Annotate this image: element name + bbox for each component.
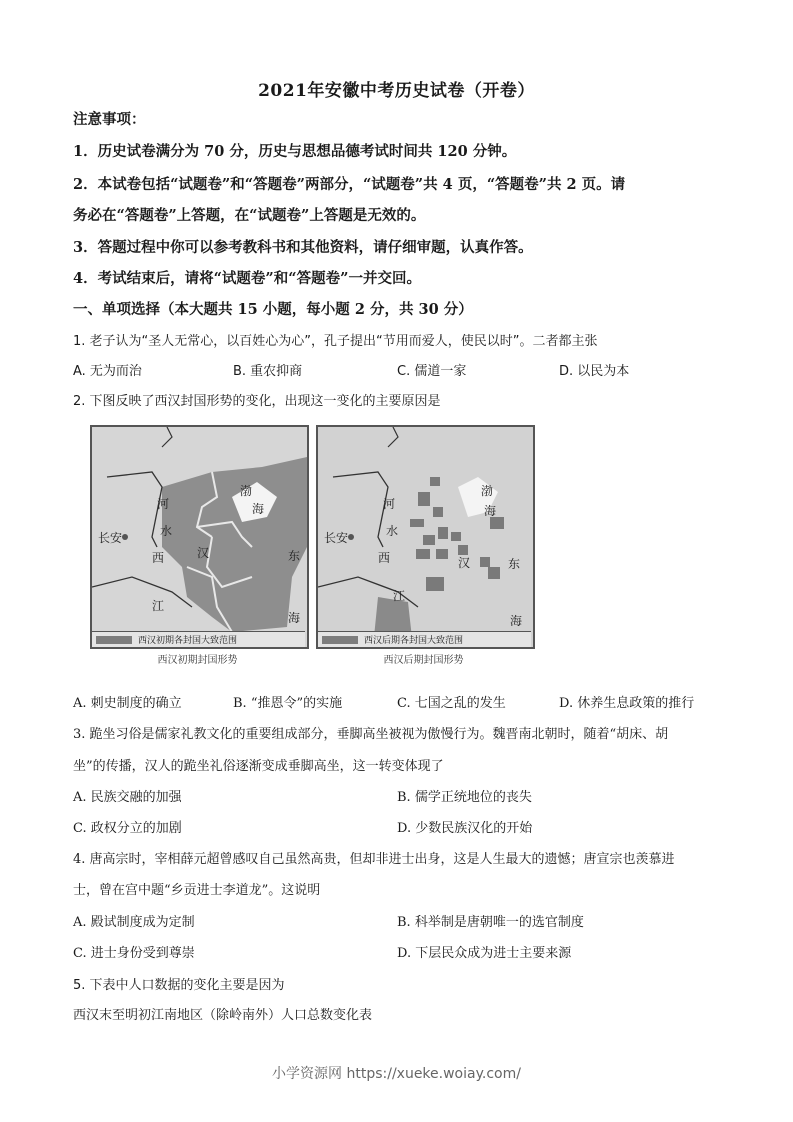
label-dong: 东 <box>508 557 521 571</box>
label-changan: 长安 <box>98 531 123 545</box>
q3-option-b[interactable]: B. 儒学正统地位的丧失 <box>397 790 532 805</box>
q1-option-b[interactable]: B. 重农抑商 <box>233 364 303 379</box>
label-he: 河 <box>157 497 170 511</box>
question-5-stem: 5. 下表中人口数据的变化主要是因为 <box>73 978 285 993</box>
notice-3: 3．答题过程中你可以参考教科书和其他资料，请仔细审题，认真作答。 <box>73 239 533 256</box>
notice-2: 2．本试卷包括“试题卷”和“答题卷”两部分，“试题卷”共 4 页，“答题卷”共 2 页。请 <box>73 176 626 193</box>
label-dong: 东 <box>288 549 301 563</box>
map-early-han <box>90 425 309 649</box>
page-title: 2021年安徽中考历史试卷（开卷） <box>258 81 535 101</box>
notice-heading: 注意事项： <box>73 111 146 128</box>
q4-option-a[interactable]: A. 殿试制度成为定制 <box>73 915 195 930</box>
question-4-stem-cont: 士，曾在宫中题“乡贡进士李道龙”。这说明 <box>73 883 321 898</box>
q1-option-a[interactable]: A. 无为而治 <box>73 364 142 379</box>
q2-option-c[interactable]: C. 七国之乱的发生 <box>397 696 506 711</box>
legend-text: 西汉后期各封国大致范围 <box>364 636 464 646</box>
han-fiefdom-maps <box>78 425 540 675</box>
label-xi: 西 <box>378 551 391 565</box>
q1-option-d[interactable]: D. 以民为本 <box>559 364 630 379</box>
q1-option-c[interactable]: C. 儒道一家 <box>397 364 467 379</box>
map-late-han <box>316 425 535 649</box>
label-bo: 渤 <box>481 484 494 498</box>
footer-watermark: 小学资源网 https://xueke.woiay.com/ <box>272 1066 521 1082</box>
question-4-stem: 4. 唐高宗时，宰相薛元超曾感叹自己虽然高贵，但却非进士出身，这是人生最大的遗憾；唐宣宗也羡慕进 <box>73 852 675 867</box>
label-han: 汉 <box>197 546 210 560</box>
label-han: 汉 <box>458 556 471 570</box>
q2-option-b[interactable]: B. “推恩令”的实施 <box>233 696 343 711</box>
label-hai: 海 <box>252 502 265 516</box>
map-legend-late <box>318 631 531 647</box>
label-shui: 水 <box>386 524 399 538</box>
map-caption-early: 西汉初期封国形势 <box>157 655 238 666</box>
q4-option-d[interactable]: D. 下层民众成为进士主要来源 <box>397 946 572 961</box>
label-changan: 长安 <box>324 531 349 545</box>
label-hai2: 海 <box>288 611 301 625</box>
q3-option-c[interactable]: C. 政权分立的加剧 <box>73 821 182 836</box>
section-heading: 一、单项选择（本大题共 15 小题，每小题 2 分，共 30 分） <box>73 301 473 318</box>
question-1-stem: 1. 老子认为“圣人无常心，以百姓心为心”，孔子提出“节用而爱人，使民以时”。二者都主张 <box>73 334 598 349</box>
label-hai2: 海 <box>510 614 523 628</box>
label-xi: 西 <box>152 551 165 565</box>
legend-swatch <box>96 636 132 644</box>
q2-option-d[interactable]: D. 休养生息政策的推行 <box>559 696 695 711</box>
question-5-table-title: 西汉末至明初江南地区（除岭南外）人口总数变化表 <box>73 1008 373 1023</box>
legend-swatch <box>322 636 358 644</box>
label-bo: 渤 <box>240 484 253 498</box>
question-2-stem: 2. 下图反映了西汉封国形势的变化，出现这一变化的主要原因是 <box>73 394 441 409</box>
legend-text: 西汉初期各封国大致范围 <box>138 636 238 646</box>
q3-option-a[interactable]: A. 民族交融的加强 <box>73 790 182 805</box>
notice-1: 1．历史试卷满分为 70 分，历史与思想品德考试时间共 120 分钟。 <box>73 143 517 160</box>
q2-option-a[interactable]: A. 刺史制度的确立 <box>73 696 182 711</box>
label-jiang: 江 <box>152 599 165 613</box>
label-shui: 水 <box>160 524 173 538</box>
label-he: 河 <box>383 497 396 511</box>
notice-2-cont: 务必在“答题卷”上答题，在“试题卷”上答题是无效的。 <box>73 207 426 224</box>
question-3-stem: 3. 跪坐习俗是儒家礼教文化的重要组成部分，垂脚高坐被视为傲慢行为。魏晋南北朝时，随着“胡床、胡 <box>73 727 669 742</box>
map-legend-early <box>92 631 305 647</box>
label-jiang: 江 <box>393 589 406 603</box>
label-hai: 海 <box>484 504 497 518</box>
q3-option-d[interactable]: D. 少数民族汉化的开始 <box>397 821 533 836</box>
question-3-stem-cont: 坐”的传播，汉人的跪坐礼俗逐渐变成垂脚高坐，这一转变体现了 <box>73 759 444 774</box>
q4-option-b[interactable]: B. 科举制是唐朝唯一的选官制度 <box>397 915 584 930</box>
notice-4: 4．考试结束后，请将“试题卷”和“答题卷”一并交回。 <box>73 270 421 287</box>
map-caption-late: 西汉后期封国形势 <box>383 655 464 666</box>
q4-option-c[interactable]: C. 进士身份受到尊崇 <box>73 946 195 961</box>
